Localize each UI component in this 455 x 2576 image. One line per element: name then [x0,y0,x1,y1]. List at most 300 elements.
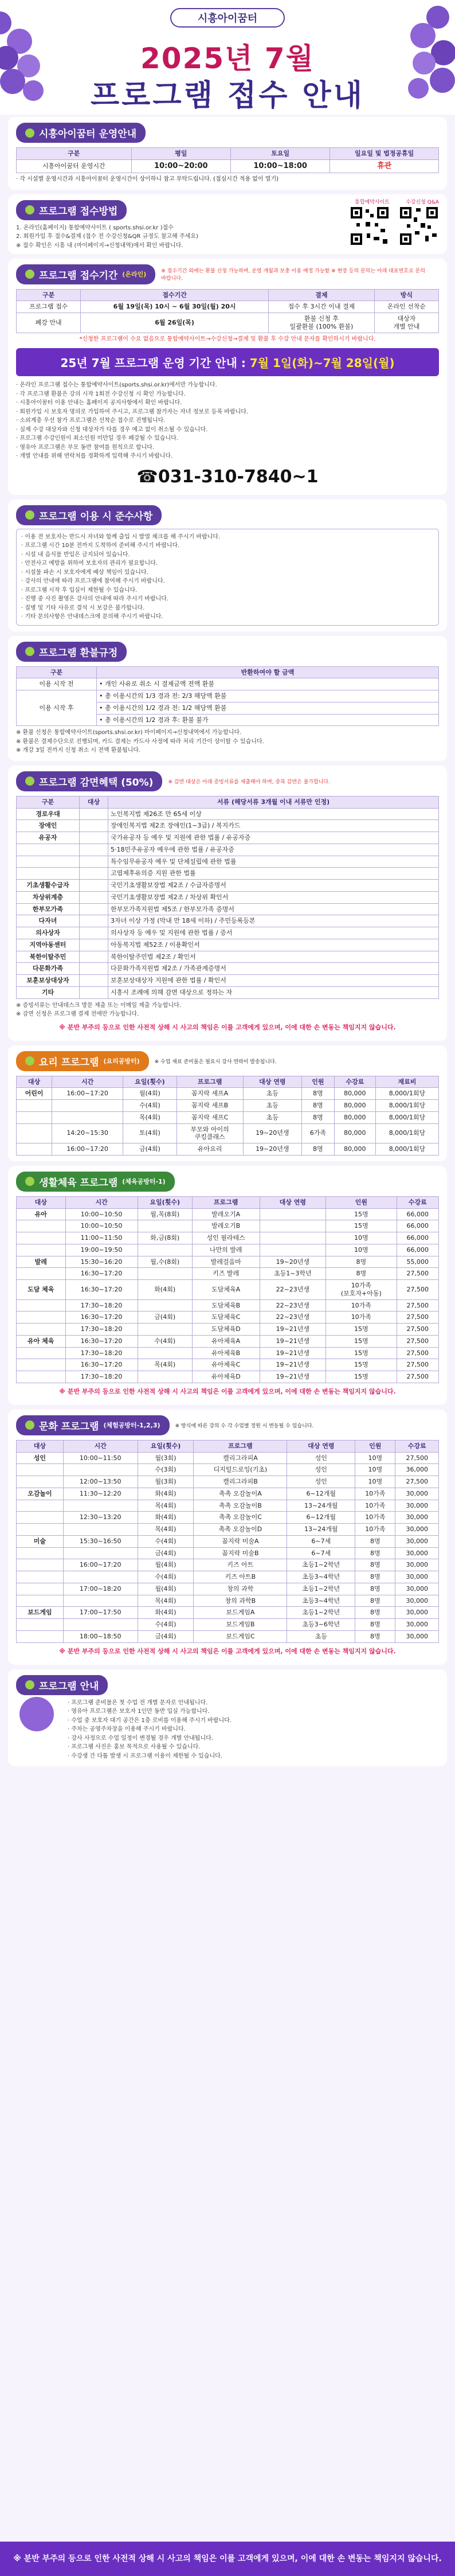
table-row [17,1452,439,1464]
table-cell [17,1371,66,1383]
table-cell: 유아체육B [192,1347,260,1359]
brand-badge: 시흥아이꿈터 [170,8,285,28]
table-cell: 차상위계층 [17,891,80,903]
table-cell: 목(4회) [138,1359,192,1371]
table-cell: 금(4회) [138,1547,194,1559]
table-cell: 꼼지락 미술B [194,1547,287,1559]
table-cell [63,1547,138,1559]
table-cell: 성인 [17,1452,64,1464]
table-cell: 초등3~6학년 [287,1619,355,1631]
table-cell: 도담체육C [192,1312,260,1324]
table-cell [17,1630,64,1642]
table-row [17,915,439,927]
table-cell [52,1111,123,1123]
table-cell: 금(4회) [123,1143,177,1156]
phone-number[interactable]: ☎031-310-7840~1 [136,466,319,487]
table-cell [138,1220,192,1232]
table-cell: 보드게임C [194,1630,287,1642]
table-cell: 월,목(8회) [138,1208,192,1220]
period-notes: · 온라인 프로그램 접수는 통합예약사이트(sports.shsi.or.kr)에서만 가능합니다. · 각 프로그램 환불은 강의 시작 1회전 수강신청 시 확인 가능합니다. · 시흥아이꿈터 이용 안내는 홈페이지 공지사항에서 확인 바랍니다. · 회원가입 시 보호자 명의로 가입하여 주시고, 프로그램 참가자는 자녀 정보로 등록 바랍니다. · 소외계층 우선 참가 프로그램은 선착순 접수로 진행됩니다. · 실제 수강 대상자와 신청 대상자가 다를 경우 예고 없이 취소될 수 있습니다. · 프로그램 수강인원이 최소인원 미만일 경우 폐강될 수 있습니다. · 영유아 프로그램은 부모 동반 참여를 원칙으로 합니다. · 개별 안내를 위해 연락처를 정확하게 입력해 주시기 바랍니다. [16,382,249,459]
table-cell: 경로우대 [17,808,80,820]
table-cell: 8,000/1회당 [375,1111,438,1123]
table-cell [63,1464,138,1476]
table-cell: 수(4회) [123,1100,177,1112]
table-row [17,1143,439,1156]
table-cell: 도담체육B [192,1299,260,1312]
cooking-table [16,1076,439,1156]
table-cell: 27,500 [395,1452,439,1464]
table-cell: 16:30~17:20 [65,1268,138,1280]
table-cell: 키즈 아트 [194,1559,287,1571]
period-notice: ※ 접수기간 외에는 환불 신청 가능하며, 운영 개월과 보충 이용 예정 가능함 ※ 현장 등의 문의는 아래 대표번호로 문의 바랍니다. [161,268,425,282]
column-header: 시간 [65,1196,138,1208]
table-cell: 19~20년생 [243,1123,302,1143]
table-cell: 10가족 [355,1512,395,1524]
table-row [17,856,439,868]
qr-label: 통합예약사이트 [355,199,390,205]
table-row [17,1512,439,1524]
table-cell: 키즈 발레 [192,1268,260,1280]
table-cell: 27,500 [397,1335,438,1347]
table-cell: 초등1~2학년 [287,1583,355,1595]
table-cell: 부모와 아이의 쿠킹클래스 [176,1123,243,1143]
table-cell: 캘리그라피B [194,1476,287,1488]
etc-list: · 프로그램 준비물은 첫 수업 전 개별 문자로 안내됩니다. · 영유아 프로그램은 보호자 1인만 동반 입실 가능합니다. · 수업 중 보호자 대기 공간은 1층 로비를 이용해 주시기 바랍니다. · 주차는 공영주차장을 이용해 주시기 바랍니다. · 강사 사정으로 수업 일정이 변경될 경우 개별 안내됩니다. · 프로그램 사진은 홍보 목적으로 사용될 수 있습니다. · 수강생 간 다툼 발생 시 프로그램 이용이 제한될 수 있습니다. [68,1699,232,1759]
table-cell: 6~7세 [287,1535,355,1547]
column-header: 시간 [63,1440,138,1452]
table-cell [17,868,80,880]
table-row [17,986,439,998]
grape-icon [25,1177,34,1186]
table-cell: 장애인 [17,820,80,832]
table-cell: 월(3회) [138,1452,194,1464]
table-cell: 10가족 [326,1299,397,1312]
table-cell: 13~24개월 [287,1500,355,1512]
table-cell [63,1524,138,1536]
table-cell: 8,000/1회당 [375,1088,438,1100]
discount-table: 구분 대상 서류 (해당서류 3개월 이내 서류만 인정) 경로우대 노인복지법 제26조 만 65세 이상 장애인 장애인복지법 제2조 장애인(1~3급) / 복지카드 유공자 국가유공자 등 예우 및 지원에 관한 법률 / 유공자증 5·18민주유공자 예우에 관한 법률 / 유공자증 특수임무유공자 예우 및 단체설립에 관한 법률 고엽제후유의증 지원 관한 법률 기초생활수급자 국민기초생활보장법 제2조 / 수급자증명서 차상위계층 국민기초생활보장법 제2조 / 차상위 확인서 한부모가족 한부모가족지원법 제5조 / 한부모가족 증명서 다자녀 3자녀 이상 가정 (막내 만 18세 이하) / 주민등록등본 의사상자 의사상자 등 예우 및 지원에 관한 법률 / 증서 지역아동센터 아동복지법 제52조 / 이용확인서 북한이탈주민 북한이탈주민법 제2조 / 확인서 다문화가족 다문화가족지원법 제2조 / 가족관계증명서 보훈보상대상자 보훈보상대상자 지원에 관한 법률 / 확인서 기타 시흥시 조례에 의해 감면 대상으로 정하는 자 [16,796,439,999]
table-cell: 의사상자 [17,927,80,939]
table-cell: 12:30~13:20 [63,1512,138,1524]
table-row [17,1583,439,1595]
table-cell: 한부모가족 [17,903,80,915]
grape-icon [25,647,34,656]
table-cell: 19~21년생 [260,1335,325,1347]
table-row [17,1220,439,1232]
table-cell: 초등 [243,1088,302,1100]
table-row [17,1280,439,1300]
table-cell [80,951,108,963]
table-cell: 수(3회) [138,1464,194,1476]
table-cell: 27,500 [395,1476,439,1488]
table-cell: 목(4회) [138,1595,194,1607]
table-cell: 지역아동센터 [17,939,80,951]
table-cell: 80,000 [334,1143,375,1156]
table-cell: 보훈보상대상자 지원에 관한 법률 / 확인서 [108,975,439,987]
etc-heading: 프로그램 안내 [16,1675,108,1695]
table-cell: 촉촉 오감놀이A [194,1488,287,1500]
table-cell: 국가유공자 등 예우 및 지원에 관한 법률 / 유공자증 [108,832,439,844]
table-cell [17,1111,52,1123]
table-cell: 성인 [287,1476,355,1488]
column-header: 대상 연령 [260,1196,325,1208]
column-header: 수강료 [397,1196,438,1208]
table-cell: 22~23년생 [260,1312,325,1324]
sports-heading: 생활체육 프로그램 (체육공방터-1) [16,1172,175,1192]
table-cell [80,832,108,844]
column-header: 수강료 [395,1440,439,1452]
table-cell: 13~24개월 [287,1524,355,1536]
table-cell: 초등1~3학년 [260,1268,325,1280]
hero-header [0,0,455,115]
table-cell [17,1500,64,1512]
table-row [17,1559,439,1571]
table-cell: 유아 체육 [17,1335,66,1347]
table-cell [260,1244,325,1256]
table-cell: 17:00~17:50 [63,1607,138,1619]
table-cell [80,903,108,915]
refund-section: 프로그램 환불규정 구분 반환하여야 할 금액 이용 시작 전 • 개인 사유로 취소 시 결제금액 전액 환불 이용 시작 후 • 총 이용시간의 1/3 경과 전: 2/3 해당액 환불 • 총 이용시간의 1/2 경과 전: 1/2 해당액 환불 • 총 이용시간의 1/2 경과 후: 환불 불가 ※ 환불 신청은 통합예약사이트(sports.shsi.or.kr) 마이페이지→신청내역에서 가능합니다. ※ 환불은 결제수단으로 진행되며, 카드 결제는 카드사 사정에 따라 처리 기간이 상이할 수 있습니다. ※ 개강 3일 전까지 신청 취소 시 전액 환불됩니다. [8,636,447,761]
table-cell: 월,수(8회) [138,1256,192,1268]
table-cell: 30,000 [395,1595,439,1607]
table-cell: 꼼지락 셰프B [176,1100,243,1112]
table-cell: 8명 [326,1268,397,1280]
table-cell: 27,500 [397,1324,438,1336]
table-cell: 키즈 아트B [194,1571,287,1583]
table-cell: 아동복지법 제52조 / 이용확인서 [108,939,439,951]
table-cell: 30,000 [395,1583,439,1595]
table-cell: 27,500 [397,1359,438,1371]
table-cell: 시흥시 조례에 의해 감면 대상으로 정하는 자 [108,986,439,998]
table-cell: 금(4회) [138,1630,194,1642]
table-cell: 30,000 [395,1535,439,1547]
table-cell [260,1220,325,1232]
table-row [17,1500,439,1512]
table-cell: 발레오기A [192,1208,260,1220]
table-cell: 10명 [355,1452,395,1464]
table-row [17,808,439,820]
table-cell [138,1324,192,1336]
table-cell: 8명 [302,1088,335,1100]
table-cell: 초등1~2학년 [287,1607,355,1619]
table-cell [80,844,108,856]
table-cell: 12:00~13:50 [63,1476,138,1488]
table-cell: 목(4회) [123,1111,177,1123]
table-cell: 8명 [302,1100,335,1112]
table-cell [17,1143,52,1156]
table-cell [80,986,108,998]
table-cell: 유아 [17,1208,66,1220]
table-cell: 15명 [326,1347,397,1359]
table-cell: 발레 [17,1256,66,1268]
table-cell: 11:00~11:50 [65,1232,138,1244]
howto-heading: 프로그램 접수방법 [16,200,127,220]
period-extra: *신청한 프로그램이 수요 없음으로 통합예약사이트→수강신청→결제 및 환불 후 수강 안내 문자를 확인하시기 바랍니다. [79,335,376,342]
table-cell [80,820,108,832]
table-cell: 6~12개월 [287,1512,355,1524]
table-cell: 10가족 (보호자+아동) [326,1280,397,1300]
table-cell [138,1299,192,1312]
table-cell: 16:00~17:20 [52,1088,123,1100]
refund-heading: 프로그램 환불규정 [16,642,127,662]
table-cell: 66,000 [397,1232,438,1244]
table-row [17,820,439,832]
table-cell: 발레오기B [192,1220,260,1232]
table-cell [17,1512,64,1524]
table-cell: 8명 [355,1595,395,1607]
column-header: 대상 [17,1076,52,1088]
footer-warning: ※ 분반 부주의 등으로 인한 사전적 상해 시 사고의 책임은 이를 고객에게 있으며, 이에 대한 손 변동는 책임지지 않습니다. [0,2542,455,2576]
table-cell: 기타 [17,986,80,998]
table-row [17,1547,439,1559]
column-header: 재료비 [375,1076,438,1088]
table-cell: 10:00~10:50 [65,1208,138,1220]
table-cell: 16:00~17:20 [52,1143,123,1156]
table-cell: 보드게임 [17,1607,64,1619]
table-cell: 30,000 [395,1630,439,1642]
table-cell: 17:00~18:20 [63,1583,138,1595]
table-cell: 북한이탈주민법 제2조 / 확인서 [108,951,439,963]
table-cell: 촉촉 오감놀이C [194,1512,287,1524]
table-cell: 5·18민주유공자 예우에 관한 법률 / 유공자증 [108,844,439,856]
table-cell: 16:30~17:20 [65,1359,138,1371]
table-cell: 8명 [355,1607,395,1619]
table-cell: 17:30~18:20 [65,1324,138,1336]
table-cell: 10가족 [355,1500,395,1512]
sports-table [16,1196,439,1383]
table-cell: 꼼지락 미술A [194,1535,287,1547]
table-cell: 11:30~12:20 [63,1488,138,1500]
warning-text: ※ 분반 부주의 등으로 인한 사전적 상해 시 사고의 책임은 이를 고객에게 있으며, 이에 대한 손 변동는 책임지지 않습니다. [59,1647,396,1655]
table-cell: 화(4회) [138,1607,194,1619]
table-cell: 어린이 [17,1088,52,1100]
table-cell [63,1595,138,1607]
table-cell [17,1347,66,1359]
table-cell: 15명 [326,1359,397,1371]
table-cell: 보드게임B [194,1619,287,1631]
howto-line: 1. 온라인(홈페이지) 통합예약사이트 ( sports.shsi.or.kr )접수 [16,224,174,231]
grape-icon [25,205,34,214]
table-cell: 8명 [355,1619,395,1631]
table-cell: 꼼지락 셰프A [176,1088,243,1100]
column-header: 대상 연령 [287,1440,355,1452]
table-cell: 8명 [355,1583,395,1595]
table-cell: 고엽제후유의증 지원 관한 법률 [108,868,439,880]
table-cell: 19~20년생 [243,1143,302,1156]
table-cell: 목(4회) [138,1500,194,1512]
table-cell [17,1324,66,1336]
table-cell [80,927,108,939]
table-cell [80,856,108,868]
table-cell: 15:30~16:20 [65,1256,138,1268]
table-cell: 66,000 [397,1208,438,1220]
table-cell [17,1359,66,1371]
table-cell: 17:30~18:20 [65,1371,138,1383]
table-cell: 오감놀이 [17,1488,64,1500]
table-row [17,832,439,844]
table-cell [80,891,108,903]
column-header: 시간 [52,1076,123,1088]
table-cell [17,856,80,868]
table-row [17,1524,439,1536]
table-cell: 17:30~18:20 [65,1299,138,1312]
table-cell: 80,000 [334,1100,375,1112]
table-cell: 성인 [287,1452,355,1464]
table-row [17,1371,439,1383]
table-cell: 유아체육C [192,1359,260,1371]
table-cell: 화(4회) [138,1280,192,1300]
table-cell: 15명 [326,1208,397,1220]
table-row [17,1111,439,1123]
table-cell: 15명 [326,1324,397,1336]
table-row [17,1324,439,1336]
table-cell: 16:00~17:20 [63,1559,138,1571]
table-cell: 화,금(8회) [138,1232,192,1244]
table-cell: 30,000 [395,1547,439,1559]
table-cell: 금(4회) [138,1312,192,1324]
table-cell: 창의 과학B [194,1595,287,1607]
table-cell [80,963,108,975]
table-cell: 초등 [243,1100,302,1112]
table-row [17,939,439,951]
table-cell: 월(3회) [138,1476,194,1488]
column-header: 인원 [302,1076,335,1088]
table-cell: 나만의 발레 [192,1244,260,1256]
table-row [17,903,439,915]
table-cell [17,1619,64,1631]
table-cell: 초등 [243,1111,302,1123]
table-cell: 27,500 [397,1347,438,1359]
etc-section [8,1669,447,1767]
table-cell: 수(4회) [138,1335,192,1347]
table-row [17,1100,439,1112]
table-cell [80,808,108,820]
table-cell: 30,000 [395,1524,439,1536]
table-cell: 8,000/1회당 [375,1123,438,1143]
table-cell: 15명 [326,1371,397,1383]
table-cell [17,1464,64,1476]
column-header: 프로그램 [176,1076,243,1088]
table-cell: 8,000/1회당 [375,1100,438,1112]
table-cell: 성인 필라테스 [192,1232,260,1244]
table-row [17,1256,439,1268]
table-row [17,868,439,880]
table-cell: 도담체육D [192,1324,260,1336]
table-cell: 27,500 [397,1299,438,1312]
table-cell: 30,000 [395,1488,439,1500]
warning-text: ※ 분반 부주의 등으로 인한 사전적 상해 시 사고의 책임은 이를 고객에게 있으며, 이에 대한 손 변동는 책임지지 않습니다. [59,1387,396,1395]
table-cell: 목(4회) [138,1524,194,1536]
table-cell: 15명 [326,1335,397,1347]
table-cell: 30,000 [395,1512,439,1524]
column-header: 요일(횟수) [138,1440,194,1452]
table-cell: 월(4회) [138,1559,194,1571]
table-cell: 8,000/1회당 [375,1143,438,1156]
table-row [17,927,439,939]
grape-icon [25,776,34,786]
table-cell [63,1500,138,1512]
table-cell: 10:00~11:50 [63,1452,138,1464]
table-cell [17,1220,66,1232]
table-cell: 디지털드로잉(기초) [194,1464,287,1476]
table-cell: 보훈보상대상자 [17,975,80,987]
qr-code-qa-icon[interactable] [399,206,439,246]
column-header: 대상 연령 [243,1076,302,1088]
table-cell [17,1232,66,1244]
table-cell: 16:30~17:20 [65,1280,138,1300]
table-cell: 10명 [355,1476,395,1488]
column-header: 수강료 [334,1076,375,1088]
table-cell: 의사상자 등 예우 및 지원에 관한 법률 / 증서 [108,927,439,939]
table-cell: 창의 과학 [194,1583,287,1595]
table-cell: 10명 [326,1232,397,1244]
table-cell: 22~23년생 [260,1299,325,1312]
table-cell: 66,000 [397,1220,438,1232]
table-cell: 10명 [326,1244,397,1256]
column-header: 대상 [17,1440,64,1452]
qr-code-icon[interactable] [350,206,390,246]
table-cell: 10가족 [355,1524,395,1536]
table-cell: 유공자 [17,832,80,844]
table-row [17,1535,439,1547]
table-cell: 19~20년생 [260,1256,325,1268]
culture-table [16,1440,439,1643]
table-cell: 촉촉 오감놀이D [194,1524,287,1536]
table-cell [138,1244,192,1256]
rules-list: · 이용 전 보호자는 반드시 자녀와 함께 출입 시 발열 체크를 해 주시기 바랍니다. · 프로그램 시간 10분 전까지 도착하여 준비해 주시기 바랍니다. · 시설 내 음식물 반입은 금지되어 있습니다. · 안전사고 예방을 위하여 보호자의 관리가 필요합니다. · 시설물 파손 시 보호자에게 배상 책임이 있습니다. · 강사의 안내에 따라 프로그램에 참여해 주시기 바랍니다. · 프로그램 시작 후 입실이 제한될 수 있습니다. · 진행 중 사진 촬영은 강사의 안내에 따라 주시기 바랍니다. · 질병 및 기타 사유로 결석 시 보강은 불가합니다. · 기타 문의사항은 안내데스크에 문의해 주시기 바랍니다. [16,529,439,626]
table-cell [17,1100,52,1112]
column-header: 프로그램 [192,1196,260,1208]
table-cell [80,975,108,987]
refund-table: 구분 반환하여야 할 금액 이용 시작 전 • 개인 사유로 취소 시 결제금액 전액 환불 이용 시작 후 • 총 이용시간의 1/3 경과 전: 2/3 해당액 환불 • 총 이용시간의 1/2 경과 전: 1/2 해당액 환불 • 총 이용시간의 1/2 경과 후: 환불 불가 [16,666,439,727]
table-cell: 캘리그라피A [194,1452,287,1464]
table-cell: 19:00~19:50 [65,1244,138,1256]
table-cell: 8명 [326,1256,397,1268]
table-row [17,1630,439,1642]
table-row [17,1232,439,1244]
table-cell: 10가족 [326,1312,397,1324]
table-cell: 다문화가족지원법 제2조 / 가족관계증명서 [108,963,439,975]
table-cell: 27,500 [397,1371,438,1383]
table-cell: 14:20~15:30 [52,1123,123,1143]
table-cell: 촉촉 오감놀이B [194,1500,287,1512]
table-cell: 6~7세 [287,1547,355,1559]
table-cell: 19~21년생 [260,1324,325,1336]
table-row [17,1607,439,1619]
table-cell: 16:30~17:20 [65,1312,138,1324]
table-cell: 수(4회) [138,1619,194,1631]
grape-icon [25,270,34,279]
table-cell: 꼼지락 셰프C [176,1111,243,1123]
table-cell: 국민기초생활보장법 제2조 / 수급자증명서 [108,880,439,892]
table-cell: 16:30~17:20 [65,1335,138,1347]
table-cell: 66,000 [397,1244,438,1256]
ops-note: · 각 시설별 운영시간과 시흥아이꿈터 운영시간이 상이하니 참고 부탁드립니다. (접심시간 적용 없이 열기) [16,176,279,182]
table-row [17,951,439,963]
table-row [17,1244,439,1256]
table-cell: 8명 [302,1143,335,1156]
table-cell [80,915,108,927]
table-cell: 8명 [355,1630,395,1642]
cooking-section: 요리 프로그램 (요리공방터) ※ 수업 재료 준비물은 필요시 강사 연락이 발송됩니다. 대상 시간 요일(횟수) 프로그램 대상 연령 인원 수강료 재료비 어린이 16:00~17:20 월(4회) 꼼지락 셰프A 초등 8명 80,000 8,000/1회당 수(4회) 꼼지락 셰프B 초등 8명 80,000 8,000/1회당 목(4회) 꼼지락 셰프C 초등 8명 80,000 8,000/1회당 14:20~15:30 토(4회) 부모와 아이의 쿠킹클래스 19~20년생 6가족 80,000 8,000/1회당 16:00~17:20 금(4회) 유아요리 19~20년생 8명 80,000 8,000/1회당 [8,1045,447,1161]
table-cell: 6가족 [302,1123,335,1143]
warning-text: ※ 분반 부주의 등으로 인한 사전적 상해 시 사고의 책임은 이를 고객에게 있으며, 이에 대한 손 변동는 책임지지 않습니다. [59,1023,396,1031]
table-cell [138,1268,192,1280]
table-cell: 22~23년생 [260,1280,325,1300]
table-cell: 북한이탈주민 [17,951,80,963]
table-cell [80,868,108,880]
table-row [17,1268,439,1280]
